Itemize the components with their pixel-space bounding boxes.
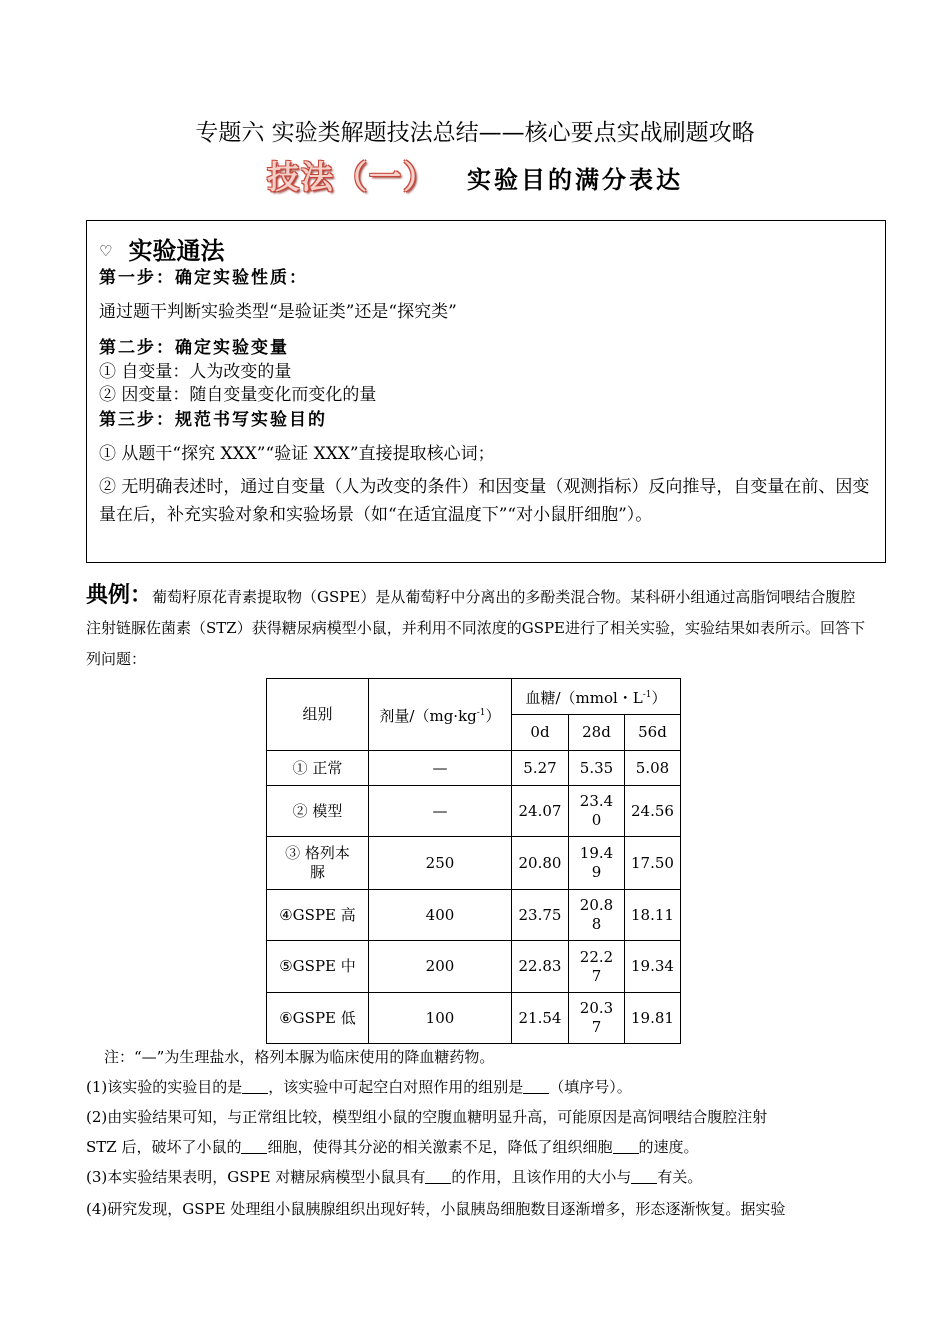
table-row: ⑥GSPE 低 100 21.54 20.37 19.81 [267,993,681,1044]
question-3: (3)本实验结果表明，GSPE 对糖尿病模型小鼠具有 的作用，且该作用的大小与 有关。 [86,1168,703,1186]
table-row: ③ 格列本脲 250 20.80 19.49 17.50 [267,837,681,890]
question-2-line2: STZ 后，破坏了小鼠的 细胞，使得其分泌的相关激素不足，降低了组织细胞 的速度。 [86,1138,699,1156]
page-title: 专题六 实验类解题技法总结——核心要点实战刷题攻略 [195,120,755,146]
table-row: ① 正常 — 5.27 5.35 5.08 [267,751,681,786]
step3-item1: ① 从题干“探究 XXX”“验证 XXX”直接提取核心词； [99,444,495,464]
answer-blank[interactable] [523,1079,549,1094]
answer-blank[interactable] [425,1169,451,1184]
results-table [266,678,681,1044]
example-intro [86,580,866,675]
step3-title: 第三步：规范书写实验目的 [99,410,327,430]
step2-item1: ① 自变量：人为改变的量 [99,362,292,382]
technique-heading [0,152,950,198]
technique-label: 技法（一） [266,158,437,196]
answer-blank[interactable] [613,1139,639,1154]
question-2-line1: (2)由实验结果可知，与正常组比较，模型组小鼠的空腹血糖明显升高，可能原因是高饲喂结合腹腔注射 [86,1108,768,1126]
question-4-line1: (4)研究发现，GSPE 处理组小鼠胰腺组织出现好转，小鼠胰岛细胞数目逐渐增多，形态逐渐恢复。据实验 [86,1200,786,1218]
table-row: ⑤GSPE 中 200 22.83 22.27 19.34 [267,941,681,993]
header-dose: 剂量$/(mg\cdot kg^{-1})$ [369,679,512,751]
table-row: ④GSPE 高 400 23.75 20.88 18.11 [267,890,681,941]
header-group: 组别 [267,679,369,751]
method-box [86,220,886,563]
step3-item2: ② 无明确表述时，通过自变量（人为改变的条件）和因变量（观测指标）反向推导，自变量在前、因变量在后，补充实验对象和实验场景（如“在适宜温度下”“对小鼠肝细胞”）。 [99,477,870,525]
step1-text: 通过题干判断实验类型“是验证类”还是“探究类” [99,302,457,322]
header-day-0: 0d [512,715,569,751]
answer-blank[interactable] [241,1139,267,1154]
method-heading: ♡ 实验通法 [99,237,225,265]
table-note: 注：“—”为生理盐水，格列本脲为临床使用的降血糖药物。 [104,1048,495,1066]
example-label: 典例： [86,583,153,608]
step2-title: 第二步：确定实验变量 [99,338,289,358]
header-day-56: 56d [625,715,681,751]
heart-outline-icon: ♡ [99,242,113,260]
answer-blank[interactable] [631,1169,657,1184]
header-day-28: 28d [569,715,625,751]
answer-blank[interactable] [242,1079,268,1094]
technique-title: 实验目的满分表达 [467,166,683,194]
header-glucose: 血糖/（mmol・$L^{-1}$） [512,679,681,715]
step2-item2: ② 因变量：随自变量变化而变化的量 [99,385,377,405]
example-text: 葡萄籽原花青素提取物（GSPE）是从葡萄籽中分离出的多酚类混合物。某科研小组通过高脂饲喂结合腹腔注射链脲佐菌素（STZ）获得糖尿病模型小鼠，并利用不同浓度的GSPE进行了相关实验，实验结果如表所示。回答下列问题： [86,588,866,668]
table-row: ② 模型 — 24.07 23.40 24.56 [267,786,681,837]
question-1: (1)该实验的实验目的是 ，该实验中可起空白对照作用的组别是 （填序号）。 [86,1078,632,1096]
step1-title: 第一步：确定实验性质： [99,268,308,288]
